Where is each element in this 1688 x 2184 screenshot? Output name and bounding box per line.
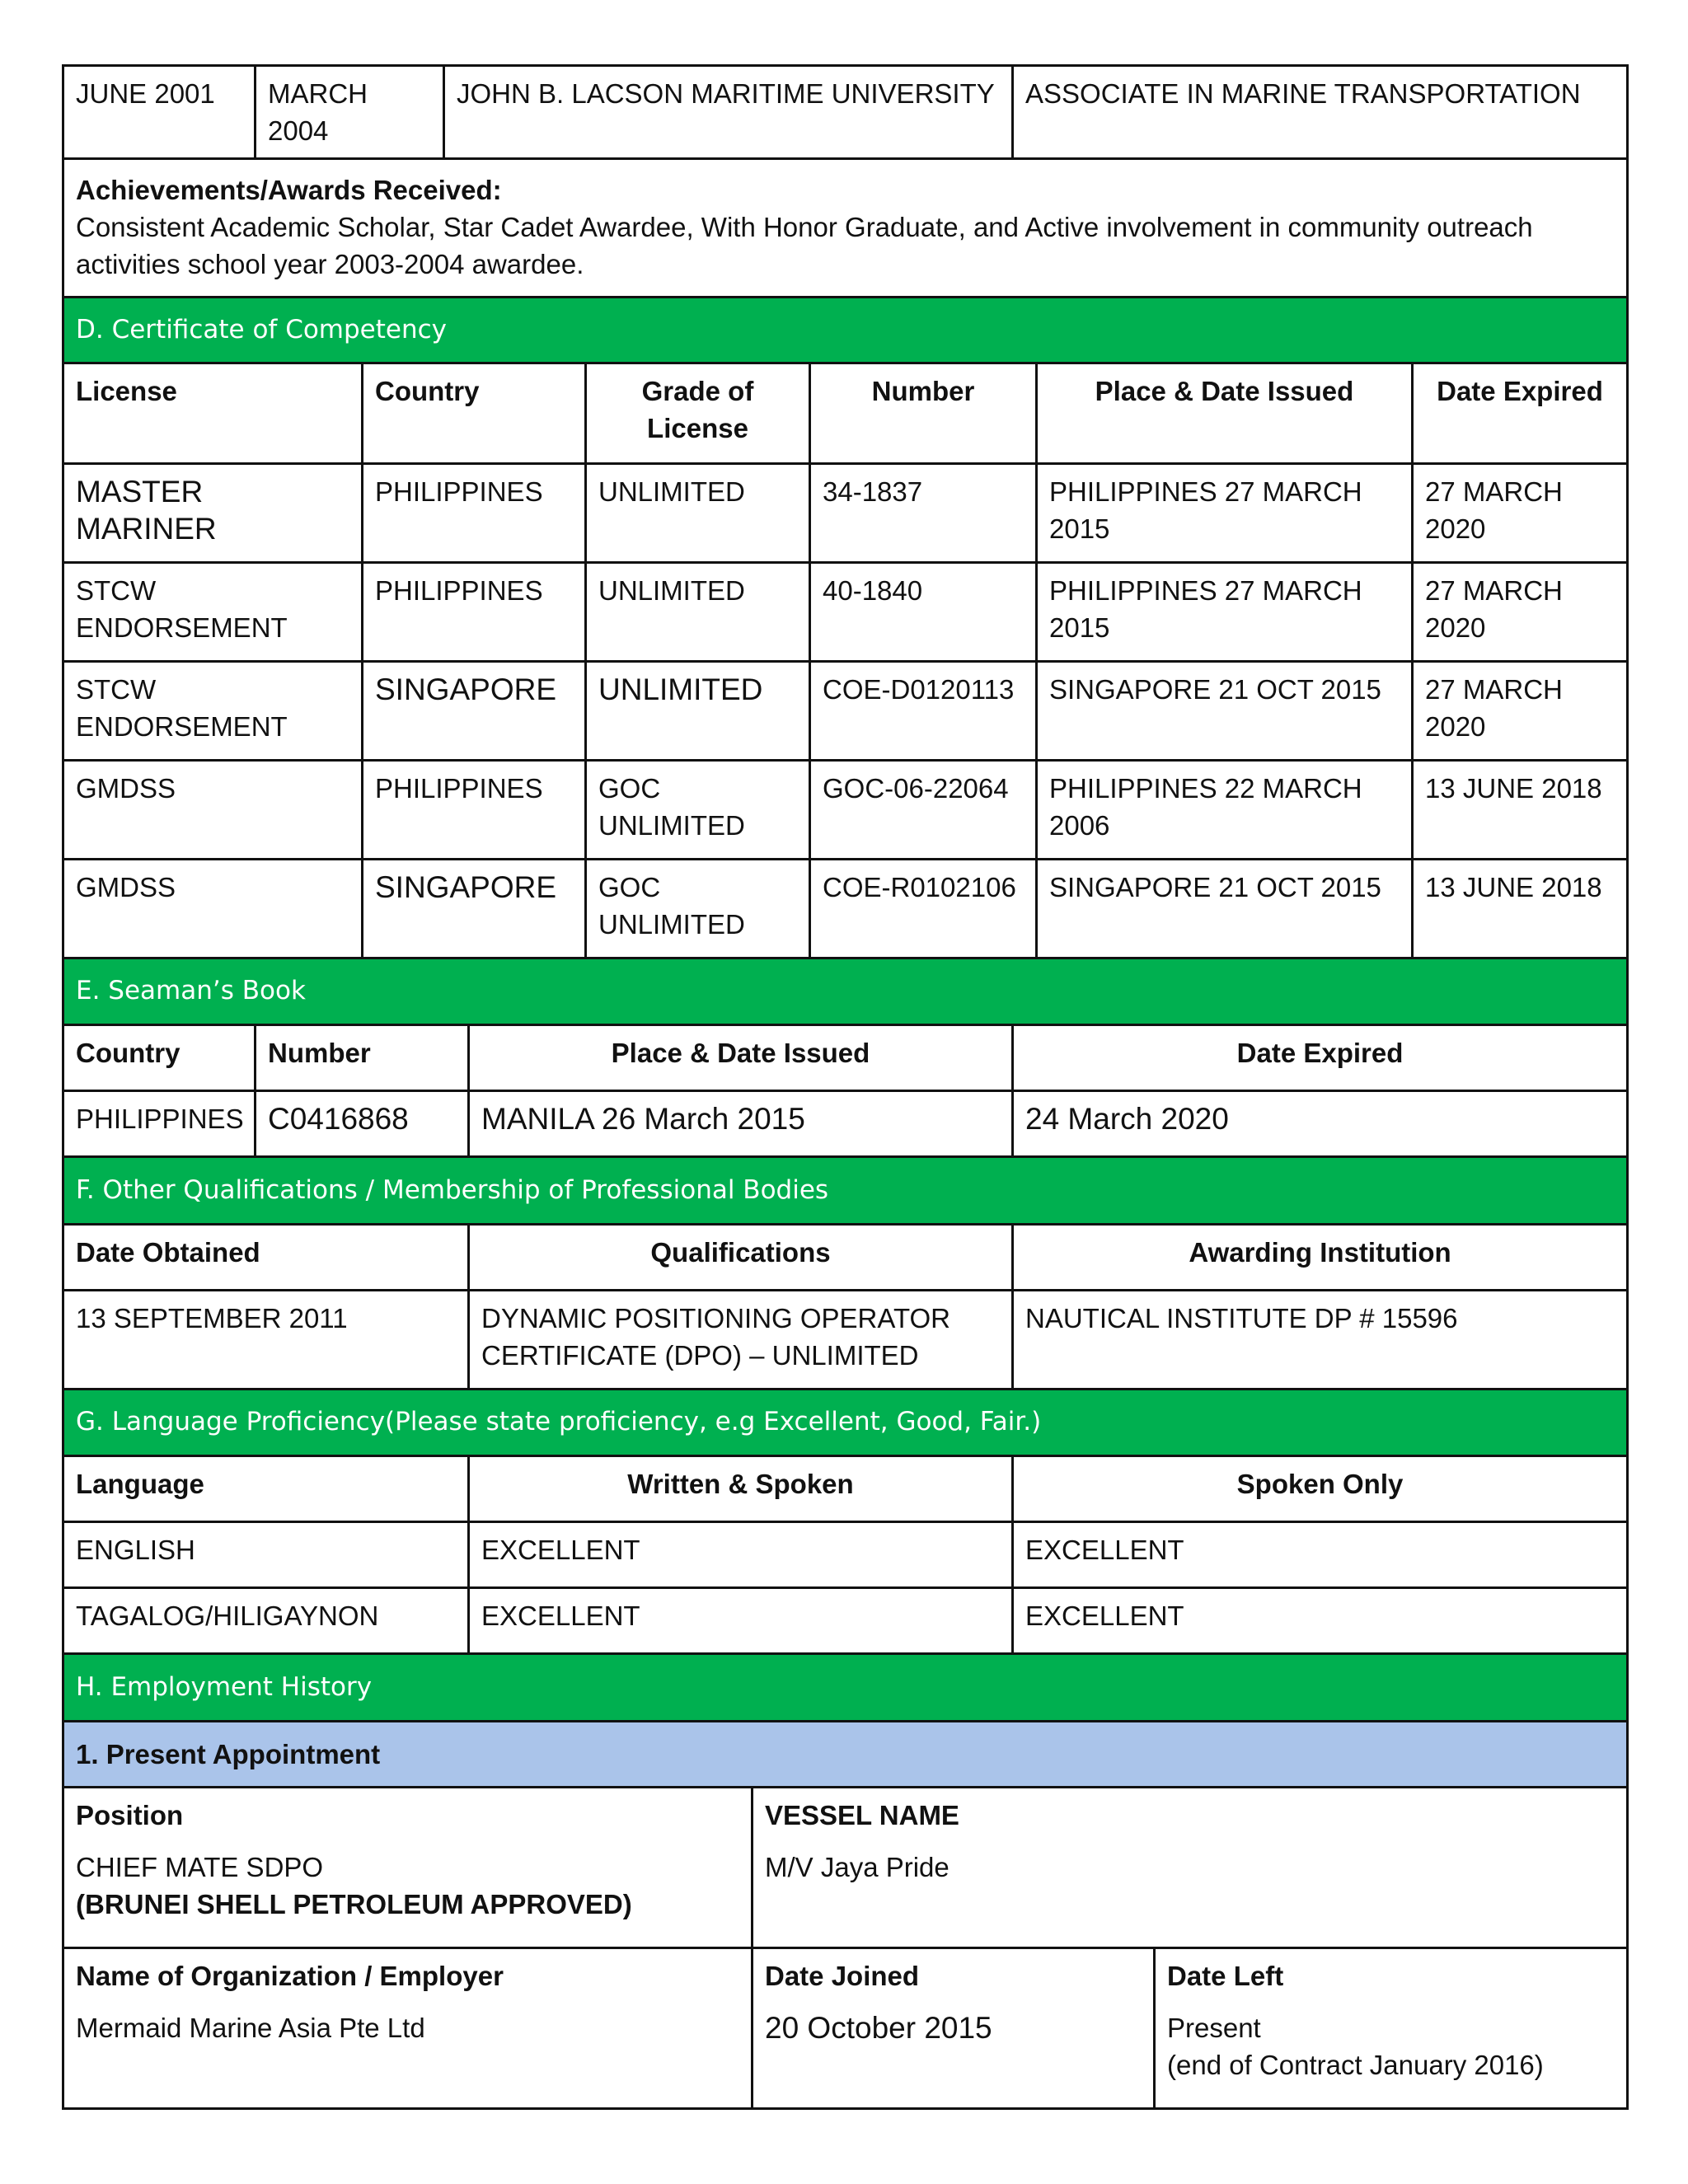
cell: SINGAPORE 21 OCT 2015 [1037,859,1413,958]
language-header-row [63,1456,1628,1522]
cell: SINGAPORE [363,859,586,958]
cell: 24 March 2020 [1013,1091,1628,1157]
cell: EXCELLENT [1013,1588,1628,1654]
date-joined-label: Date Joined [765,1960,920,1991]
section-e-header [63,959,1628,1025]
cell: PHILIPPINES [363,760,586,859]
table-row [63,1522,1628,1588]
education-table [62,64,1629,364]
vessel-label: VESSEL NAME [765,1799,959,1830]
cell: UNLIMITED [586,562,810,661]
section-d-title: D. Certificate of Competency [63,298,1628,363]
date-joined-cell [753,1947,1155,2108]
employer-label: Name of Organization / Employer [76,1960,504,1991]
position-note: (BRUNEI SHELL PETROLEUM APPROVED) [76,1888,632,1919]
table-row [63,1091,1628,1157]
cell: PHILIPPINES [363,562,586,661]
date-left-cell [1155,1947,1628,2108]
awards-row [63,159,1628,298]
cell: PHILIPPINES [363,463,586,562]
cell: EXCELLENT [1013,1522,1628,1588]
cell: GOC UNLIMITED [586,760,810,859]
section-g-title: G. Language Proficiency(Please state proficiency, e.g Excellent, Good, Fair.) [63,1390,1628,1456]
header-license: License [63,364,363,463]
seamans-book-header-row [63,1025,1628,1091]
header-qualifications: Qualifications [469,1224,1013,1290]
awards-cell [63,159,1628,298]
position-label: Position [76,1799,184,1830]
qualifications-table [62,1158,1629,1390]
vessel-cell [753,1787,1628,1947]
cell: UNLIMITED [586,463,810,562]
cell: GMDSS [63,859,363,958]
cell: PHILIPPINES 27 MARCH 2015 [1037,463,1413,562]
header-place-date: Place & Date Issued [1037,364,1413,463]
header-number: Number [810,364,1037,463]
header-country: Country [63,1025,256,1091]
cell: COE-R0102106 [810,859,1037,958]
position-value: CHIEF MATE SDPO [76,1851,324,1882]
education-from: JUNE 2001 [63,66,256,159]
cell: PHILIPPINES [63,1091,256,1157]
cell: SINGAPORE 21 OCT 2015 [1037,661,1413,760]
certificate-header-row [63,364,1628,463]
cell: 34-1837 [810,463,1037,562]
education-school: JOHN B. LACSON MARITIME UNIVERSITY [444,66,1013,159]
cell: COE-D0120113 [810,661,1037,760]
cell: GMDSS [63,760,363,859]
cell: STCW ENDORSEMENT [63,661,363,760]
cell: DYNAMIC POSITIONING OPERATOR CERTIFICATE (DPO) – UNLIMITED [469,1290,1013,1389]
section-f-header [63,1158,1628,1224]
header-country: Country [363,364,586,463]
qualifications-header-row [63,1224,1628,1290]
header-date-expired: Date Expired [1413,364,1628,463]
cell: 27 MARCH 2020 [1413,562,1628,661]
table-row [63,1588,1628,1654]
cv-document [62,64,1626,2110]
cell: EXCELLENT [469,1588,1013,1654]
cell: 40-1840 [810,562,1037,661]
cell: SINGAPORE [363,661,586,760]
awards-text: Consistent Academic Scholar, Star Cadet Awardee, With Honor Graduate, and Active involvement in community outreach activities school year 2003-2004 awardee. [76,212,1533,279]
section-h-header [63,1655,1628,1721]
position-row [63,1787,1628,1947]
section-e-title: E. Seaman’s Book [63,959,1628,1025]
date-left-note: (end of Contract January 2016) [1167,2049,1544,2080]
header-language: Language [63,1456,469,1522]
cell: TAGALOG/HILIGAYNON [63,1588,469,1654]
employer-value: Mermaid Marine Asia Pte Ltd [76,2012,425,2043]
cell: PHILIPPINES 27 MARCH 2015 [1037,562,1413,661]
table-row [63,661,1628,760]
header-written-spoken: Written & Spoken [469,1456,1013,1522]
cell: ENGLISH [63,1522,469,1588]
table-row [63,859,1628,958]
cell: 27 MARCH 2020 [1413,463,1628,562]
present-appointment-label: 1. Present Appointment [63,1721,1628,1787]
section-h-title: H. Employment History [63,1655,1628,1721]
cell: STCW ENDORSEMENT [63,562,363,661]
awards-label: Achievements/Awards Received: [76,175,502,205]
section-g-header [63,1390,1628,1456]
language-table [62,1390,1629,1656]
date-left-label: Date Left [1167,1960,1284,1991]
cell: GOC UNLIMITED [586,859,810,958]
cell: GOC-06-22064 [810,760,1037,859]
cell: C0416868 [256,1091,469,1157]
vessel-value: M/V Jaya Pride [765,1851,950,1882]
position-cell [63,1787,753,1947]
table-row [63,463,1628,562]
employer-row [63,1947,1628,2108]
cell: 13 SEPTEMBER 2011 [63,1290,469,1389]
education-row [63,66,1628,159]
cell: MANILA 26 March 2015 [469,1091,1013,1157]
education-course: ASSOCIATE IN MARINE TRANSPORTATION [1013,66,1628,159]
cell: PHILIPPINES 22 MARCH 2006 [1037,760,1413,859]
seamans-book-table [62,959,1629,1159]
employer-cell [63,1947,753,2108]
cell: EXCELLENT [469,1522,1013,1588]
present-appointment-row [63,1721,1628,1787]
cell: 13 JUNE 2018 [1413,859,1628,958]
education-to: MARCH 2004 [256,66,444,159]
section-d-header [63,298,1628,363]
header-grade: Grade of License [586,364,810,463]
cell: UNLIMITED [586,661,810,760]
cell: NAUTICAL INSTITUTE DP # 15596 [1013,1290,1628,1389]
date-left-value: Present [1167,2012,1261,2043]
cell: 27 MARCH 2020 [1413,661,1628,760]
cell: 13 JUNE 2018 [1413,760,1628,859]
employment-table [62,1655,1629,2110]
cell: MASTER MARINER [63,463,363,562]
date-joined-value: 20 October 2015 [765,2010,992,2045]
section-f-title: F. Other Qualifications / Membership of Professional Bodies [63,1158,1628,1224]
table-row [63,760,1628,859]
table-row [63,1290,1628,1389]
header-place-date: Place & Date Issued [469,1025,1013,1091]
header-number: Number [256,1025,469,1091]
table-row [63,562,1628,661]
header-awarding-institution: Awarding Institution [1013,1224,1628,1290]
header-date-expired: Date Expired [1013,1025,1628,1091]
header-date-obtained: Date Obtained [63,1224,469,1290]
certificate-table [62,364,1629,959]
header-spoken-only: Spoken Only [1013,1456,1628,1522]
